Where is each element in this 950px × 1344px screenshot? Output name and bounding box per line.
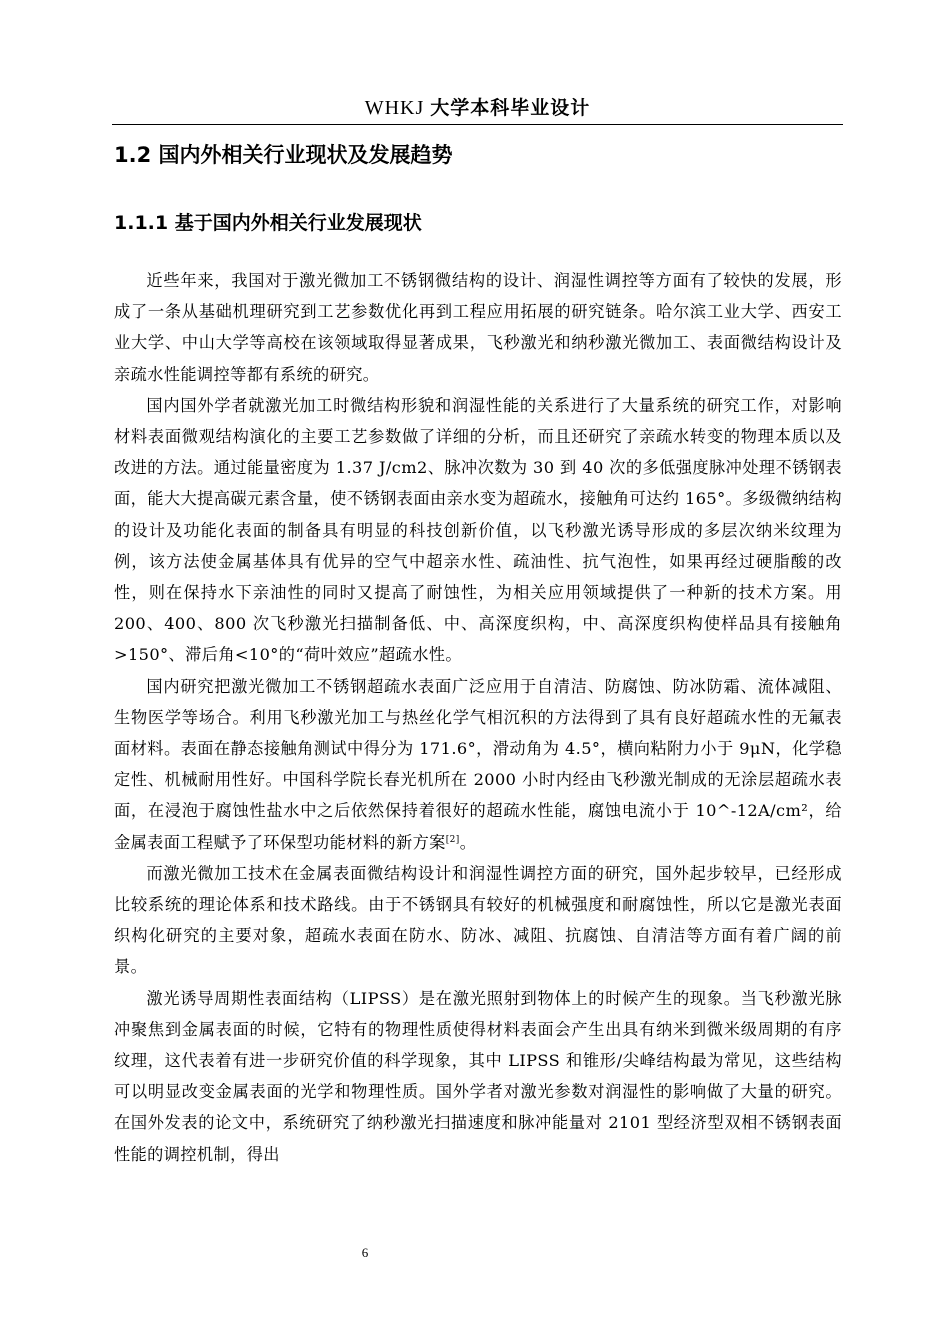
header-rule <box>112 124 843 125</box>
paragraph-4 <box>114 858 842 983</box>
header-latin: WHKJ <box>364 97 431 119</box>
paragraph-text: 激光诱导周期性表面结构（LIPSS）是在激光照射到物体上的时候产生的现象。当飞秒激光脉冲聚焦到金属表面的时候，它特有的物理性质使得材料表面会产生出具有纳米到微米级周期的有序纹理，这代表着有进一步研究价值的科学现象，其中 LIPSS 和锥形/尖峰结构最为常见，这些结构可以明显改变金属表面的光学和物理性质。国外学者对激光参数对润湿性的影响做了大量的研究。在国外发表的论文中，系统研究了纳秒激光扫描速度和脉冲能量对 2101 型经济型双相不锈钢表面性能的调控机制，得出 <box>114 988 842 1164</box>
paragraph-text: 而激光微加工技术在金属表面微结构设计和润湿性调控方面的研究，国外起步较早，已经形成比较系统的理论体系和技术路线。由于不锈钢具有较好的机械强度和耐腐蚀性，所以它是激光表面织构化研究的主要对象，超疏水表面在防水、防冰、减阻、抗腐蚀、自清洁等方面有着广阔的前景。 <box>114 863 842 977</box>
paragraph-text: 国内研究把激光微加工不锈钢超疏水表面广泛应用于自清洁、防腐蚀、防冰防霜、流体减阻、生物医学等场合。利用飞秒激光加工与热丝化学气相沉积的方法得到了具有良好超疏水性的无氟表面材料。表面在静态接触角测试中得分为 171.6°，滑动角为 4.5°，横向粘附力小于 9μN，化学稳定性、机械耐用性好。中国科学院长春光机所在 2000 小时内经由飞秒激光制成的无涂层超疏水表面，在浸泡于腐蚀性盐水中之后依然保持着很好的超疏水性能，腐蚀电流小于 10^-12A/cm²，给金属表面工程赋予了环保型功能材料的新方案 <box>114 676 842 852</box>
body-text <box>114 265 842 1170</box>
paragraph-5 <box>114 983 842 1170</box>
citation-marker: [2] <box>445 834 460 845</box>
running-header <box>112 96 843 120</box>
paragraph-text: 近些年来，我国对于激光微加工不锈钢微结构的设计、润湿性调控等方面有了较快的发展，形成了一条从基础机理研究到工艺参数优化再到工程应用拓展的研究链条。哈尔滨工业大学、西安工业大学、中山大学等高校在该领域取得显著成果，飞秒激光和纳秒激光微加工、表面微结构设计及亲疏水性能调控等都有系统的研究。 <box>114 271 842 384</box>
paragraph-2 <box>114 390 842 671</box>
section-heading: 1.2 国内外相关行业现状及发展趋势 <box>114 143 453 167</box>
header-title: 大学本科毕业设计 <box>430 97 591 119</box>
paragraph-tail: 。 <box>459 832 477 852</box>
paragraph-3 <box>114 671 842 858</box>
paragraph-1 <box>114 265 842 390</box>
page-number: 6 <box>361 1245 369 1260</box>
paragraph-text: 国内国外学者就激光加工时微结构形貌和润湿性能的关系进行了大量系统的研究工作，对影响材料表面微观结构演化的主要工艺参数做了详细的分析，而且还研究了亲疏水转变的物理本质以及改进的方法。通过能量密度为 1.37 J/cm2、脉冲次数为 30 到 40 次的多低强度脉冲处理不锈钢表面，能大大提高碳元素含量，使不锈钢表面由亲水变为超疏水，接触角可达约 165°。多级微纳结构的设计及功能化表面的制备具有明显的科技创新价值，以飞秒激光诱导形成的多层次纳米纹理为例，该方法使金属基体具有优异的空气中超亲水性、疏油性、抗气泡性，如果再经过硬脂酸的改性，则在保持水下亲油性的同时又提高了耐蚀性，为相关应用领域提供了一种新的技术方案。用 200、400、800 次飞秒激光扫描制备低、中、高深度织构，中、高深度织构使样品具有接触角>150°、滞后角<10°的“荷叶效应”超疏水性。 <box>114 395 842 665</box>
subsection-heading: 1.1.1 基于国内外相关行业发展现状 <box>114 212 422 234</box>
